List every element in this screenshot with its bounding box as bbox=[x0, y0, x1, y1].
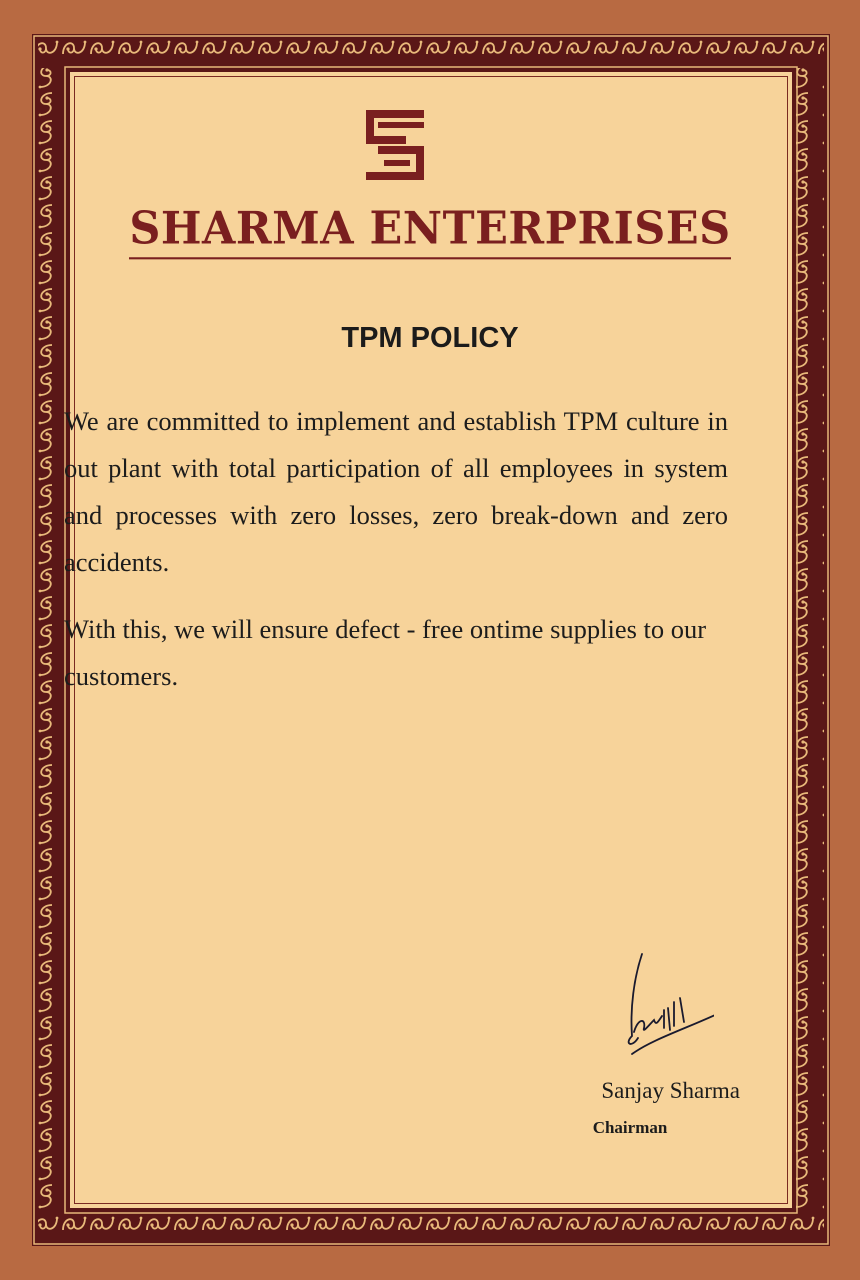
policy-paragraph-2: With this, we will ensure defect - free ontime supplies to our customers. bbox=[64, 614, 707, 691]
handwritten-signature bbox=[594, 948, 714, 1058]
se-monogram-icon bbox=[364, 108, 426, 182]
policy-title: TPM POLICY bbox=[341, 322, 519, 354]
signatory-title: Chairman bbox=[592, 1118, 668, 1137]
company-name-text: SHARMA ENTERPRISES bbox=[129, 203, 730, 260]
policy-paragraph-1: We are committed to implement and establish TPM culture in out plant with total participation of all employees in system and processes with zero losses, zero break-down and zero accidents. bbox=[64, 406, 728, 577]
company-name bbox=[0, 204, 860, 258]
signatory-name: Sanjay Sharma bbox=[601, 1078, 740, 1103]
